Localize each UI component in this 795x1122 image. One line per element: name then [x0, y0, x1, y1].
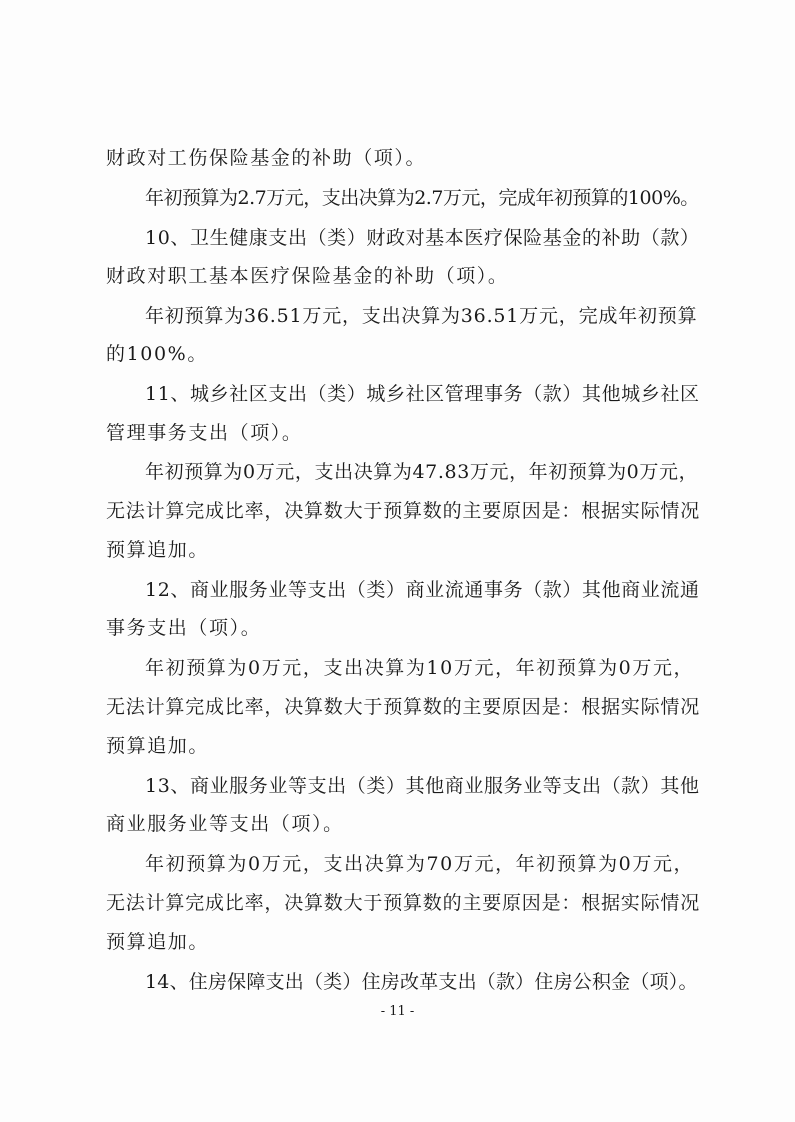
text-line: 财政对工伤保险基金的补助（项）。	[106, 147, 427, 169]
text-line: 14、住房保障支出（类）住房改革支出（款）住房公积金（项）。	[145, 971, 698, 993]
text-line: 12、商业服务业等支出（类）商业流通事务（款）其他商业流通	[145, 579, 700, 601]
text-line: 预算追加。	[106, 735, 210, 757]
text-line: 财政对职工基本医疗保险基金的补助（项）。	[106, 265, 509, 287]
text-line: 10、卫生健康支出（类）财政对基本医疗保险基金的补助（款）	[145, 227, 700, 249]
text-line: 预算追加。	[106, 931, 210, 953]
text-line: 11、城乡社区支出（类）城乡社区管理事务（款）其他城乡社区	[145, 383, 700, 405]
text-line: 年初预算为36.51万元，支出决算为36.51万元，完成年初预算	[145, 305, 698, 327]
text-line: 商业服务业等支出（项）。	[106, 813, 344, 835]
text-line: 无法计算完成比率，决算数大于预算数的主要原因是：根据实际情况	[106, 892, 701, 914]
text-line: 预算追加。	[106, 539, 210, 561]
text-line: 13、商业服务业等支出（类）其他商业服务业等支出（款）其他	[145, 775, 700, 797]
text-line: 无法计算完成比率，决算数大于预算数的主要原因是：根据实际情况	[106, 696, 701, 718]
page-number: - 11 -	[380, 1004, 415, 1019]
text-line: 事务支出（项）。	[106, 617, 262, 639]
text-line: 年初预算为0万元，支出决算为70万元，年初预算为0万元，	[145, 853, 695, 875]
text-line: 管理事务支出（项）。	[106, 422, 303, 444]
text-line: 年初预算为2.7万元，支出决算为2.7万元，完成年初预算的100%。	[145, 187, 699, 209]
text-line: 的100%。	[106, 343, 208, 365]
text-line: 年初预算为0万元，支出决算为47.83万元，年初预算为0万元，	[145, 461, 699, 483]
text-line: 年初预算为0万元，支出决算为10万元，年初预算为0万元，	[145, 657, 695, 679]
text-line: 无法计算完成比率，决算数大于预算数的主要原因是：根据实际情况	[106, 500, 701, 522]
